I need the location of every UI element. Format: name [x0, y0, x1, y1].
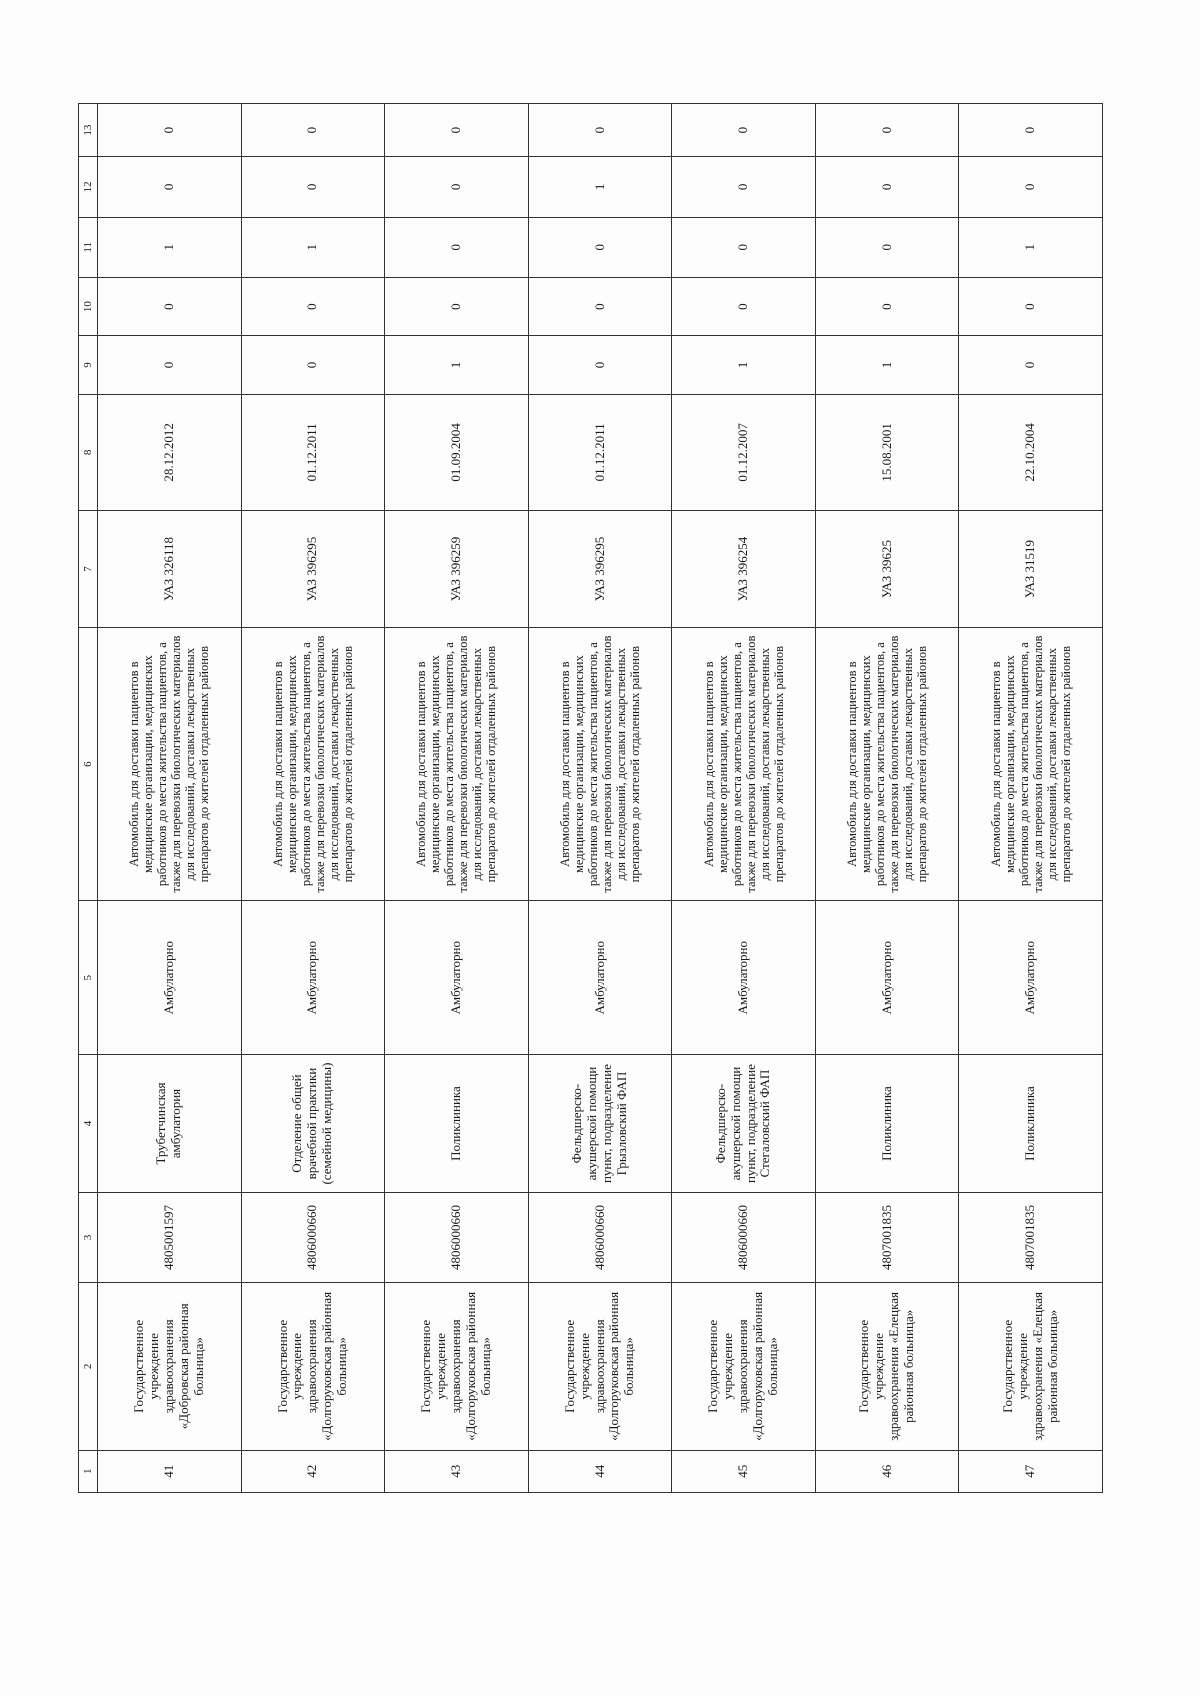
- inn-cell: 4806000660: [241, 1192, 385, 1282]
- vehicle-purpose-cell: Автомобиль для доставки пациентов в медицинские организации, медицинских работников до места жительства пациентов, а также для перевозки биологических материалов для исследований, доставки лекарственных препаратов до жителей отдаленных районов: [815, 627, 959, 901]
- table-row: [959, 104, 1103, 1493]
- count-col-9-cell: 1: [385, 336, 529, 394]
- subdivision-cell: Поликлиника: [385, 1055, 529, 1193]
- table-row: [385, 104, 529, 1493]
- subdivision-cell: Трубетчинская амбулатория: [98, 1055, 242, 1193]
- subdivision-cell: Отделение общей врачебной практики (семейной медицины): [241, 1055, 385, 1193]
- inn-cell: 4807001835: [959, 1192, 1103, 1282]
- row-number-cell: 42: [241, 1450, 385, 1492]
- institution-name-cell: Государственное учреждение здравоохранения «Добровская районная больница»: [98, 1283, 242, 1451]
- vehicle-purpose-cell: Автомобиль для доставки пациентов в медицинские организации, медицинских работников до места жительства пациентов, а также для перевозки биологических материалов для исследований, доставки лекарственных препаратов до жителей отдаленных районов: [241, 627, 385, 901]
- registration-date-cell: 15.08.2001: [815, 394, 959, 511]
- count-col-10-cell: 0: [241, 277, 385, 335]
- registration-date-cell: 22.10.2004: [959, 394, 1103, 511]
- column-number: 13: [79, 104, 98, 157]
- inn-cell: 4806000660: [385, 1192, 529, 1282]
- count-col-13-cell: 0: [672, 104, 816, 157]
- registration-date-cell: 28.12.2012: [98, 394, 242, 511]
- count-col-11-cell: 1: [98, 217, 242, 277]
- institution-name-cell: Государственное учреждение здравоохранения «Долгоруковская районная больница»: [528, 1283, 672, 1451]
- count-col-12-cell: 0: [959, 157, 1103, 217]
- count-col-13-cell: 0: [815, 104, 959, 157]
- vehicle-model-cell: УАЗ 31519: [959, 511, 1103, 628]
- care-conditions-cell: Амбулаторно: [815, 901, 959, 1055]
- registration-date-cell: 01.12.2011: [241, 394, 385, 511]
- care-conditions-cell: Амбулаторно: [98, 901, 242, 1055]
- subdivision-cell: Поликлиника: [815, 1055, 959, 1193]
- row-number-cell: 43: [385, 1450, 529, 1492]
- inn-cell: 4805001597: [98, 1192, 242, 1282]
- count-col-12-cell: 0: [241, 157, 385, 217]
- column-number: 6: [79, 627, 98, 901]
- care-conditions-cell: Амбулаторно: [528, 901, 672, 1055]
- care-conditions-cell: Амбулаторно: [959, 901, 1103, 1055]
- inn-cell: 4807001835: [815, 1192, 959, 1282]
- column-number: 12: [79, 157, 98, 217]
- care-conditions-cell: Амбулаторно: [385, 901, 529, 1055]
- table-row: [528, 104, 672, 1493]
- count-col-10-cell: 0: [672, 277, 816, 335]
- institution-name-cell: Государственное учреждение здравоохранения «Елецкая районная больница»: [815, 1283, 959, 1451]
- column-number: 7: [79, 511, 98, 628]
- count-col-10-cell: 0: [815, 277, 959, 335]
- row-number-cell: 46: [815, 1450, 959, 1492]
- vehicle-purpose-cell: Автомобиль для доставки пациентов в медицинские организации, медицинских работников до места жительства пациентов, а также для перевозки биологических материалов для исследований, доставки лекарственных препаратов до жителей отдаленных районов: [528, 627, 672, 901]
- count-col-11-cell: 0: [815, 217, 959, 277]
- care-conditions-cell: Амбулаторно: [241, 901, 385, 1055]
- institution-name-cell: Государственное учреждение здравоохранения «Елецкая районная больница»: [959, 1283, 1103, 1451]
- vehicle-purpose-cell: Автомобиль для доставки пациентов в медицинские организации, медицинских работников до места жительства пациентов, а также для перевозки биологических материалов для исследований, доставки лекарственных препаратов до жителей отдаленных районов: [959, 627, 1103, 901]
- column-number-row: [79, 104, 98, 1493]
- count-col-13-cell: 0: [385, 104, 529, 157]
- table-body: [98, 104, 1103, 1493]
- column-number: 9: [79, 336, 98, 394]
- count-col-11-cell: 1: [959, 217, 1103, 277]
- count-col-10-cell: 0: [385, 277, 529, 335]
- registration-date-cell: 01.12.2011: [528, 394, 672, 511]
- vehicle-model-cell: УАЗ 396259: [385, 511, 529, 628]
- count-col-12-cell: 0: [385, 157, 529, 217]
- count-col-12-cell: 0: [98, 157, 242, 217]
- vehicle-table: [78, 103, 1103, 1493]
- count-col-9-cell: 0: [959, 336, 1103, 394]
- column-number: 1: [79, 1450, 98, 1492]
- registration-date-cell: 01.12.2007: [672, 394, 816, 511]
- count-col-11-cell: 0: [672, 217, 816, 277]
- count-col-9-cell: 1: [815, 336, 959, 394]
- vehicle-model-cell: УАЗ 396254: [672, 511, 816, 628]
- column-number: 3: [79, 1192, 98, 1282]
- column-number: 11: [79, 217, 98, 277]
- registration-date-cell: 01.09.2004: [385, 394, 529, 511]
- count-col-13-cell: 0: [959, 104, 1103, 157]
- care-conditions-cell: Амбулаторно: [672, 901, 816, 1055]
- count-col-12-cell: 0: [672, 157, 816, 217]
- vehicle-model-cell: УАЗ 326118: [98, 511, 242, 628]
- vehicle-model-cell: УАЗ 396295: [241, 511, 385, 628]
- row-number-cell: 47: [959, 1450, 1103, 1492]
- row-number-cell: 44: [528, 1450, 672, 1492]
- count-col-11-cell: 0: [528, 217, 672, 277]
- count-col-10-cell: 0: [528, 277, 672, 335]
- count-col-9-cell: 0: [98, 336, 242, 394]
- column-number: 2: [79, 1283, 98, 1451]
- count-col-9-cell: 0: [528, 336, 672, 394]
- row-number-cell: 45: [672, 1450, 816, 1492]
- count-col-12-cell: 1: [528, 157, 672, 217]
- column-number: 8: [79, 394, 98, 511]
- count-col-11-cell: 1: [241, 217, 385, 277]
- institution-name-cell: Государственное учреждение здравоохранения «Долгоруковская районная больница»: [241, 1283, 385, 1451]
- count-col-9-cell: 1: [672, 336, 816, 394]
- subdivision-cell: Фельдшерско-акушерской помощи пункт, подразделение Стегаловский ФАП: [672, 1055, 816, 1193]
- vehicle-purpose-cell: Автомобиль для доставки пациентов в медицинские организации, медицинских работников до места жительства пациентов, а также для перевозки биологических материалов для исследований, доставки лекарственных препаратов до жителей отдаленных районов: [672, 627, 816, 901]
- count-col-11-cell: 0: [385, 217, 529, 277]
- table-row: [815, 104, 959, 1493]
- count-col-13-cell: 0: [241, 104, 385, 157]
- row-number-cell: 41: [98, 1450, 242, 1492]
- inn-cell: 4806000660: [528, 1192, 672, 1282]
- subdivision-cell: Фельдшерско-акушерской помощи пункт, подразделение Грызловский ФАП: [528, 1055, 672, 1193]
- table-row: [98, 104, 242, 1493]
- count-col-10-cell: 0: [98, 277, 242, 335]
- vehicle-model-cell: УАЗ 39625: [815, 511, 959, 628]
- institution-name-cell: Государственное учреждение здравоохранения «Долгоруковская районная больница»: [672, 1283, 816, 1451]
- column-number: 5: [79, 901, 98, 1055]
- vehicle-purpose-cell: Автомобиль для доставки пациентов в медицинские организации, медицинских работников до места жительства пациентов, а также для перевозки биологических материалов для исследований, доставки лекарственных препаратов до жителей отдаленных районов: [98, 627, 242, 901]
- count-col-9-cell: 0: [241, 336, 385, 394]
- institution-name-cell: Государственное учреждение здравоохранения «Долгоруковская районная больница»: [385, 1283, 529, 1451]
- vehicle-model-cell: УАЗ 396295: [528, 511, 672, 628]
- count-col-12-cell: 0: [815, 157, 959, 217]
- column-number: 4: [79, 1055, 98, 1193]
- inn-cell: 4806000660: [672, 1192, 816, 1282]
- table-row: [241, 104, 385, 1493]
- column-number: 10: [79, 277, 98, 335]
- table-row: [672, 104, 816, 1493]
- count-col-13-cell: 0: [528, 104, 672, 157]
- count-col-10-cell: 0: [959, 277, 1103, 335]
- rotated-table-container: [78, 103, 1103, 1493]
- vehicle-purpose-cell: Автомобиль для доставки пациентов в медицинские организации, медицинских работников до места жительства пациентов, а также для перевозки биологических материалов для исследований, доставки лекарственных препаратов до жителей отдаленных районов: [385, 627, 529, 901]
- subdivision-cell: Поликлиника: [959, 1055, 1103, 1193]
- count-col-13-cell: 0: [98, 104, 242, 157]
